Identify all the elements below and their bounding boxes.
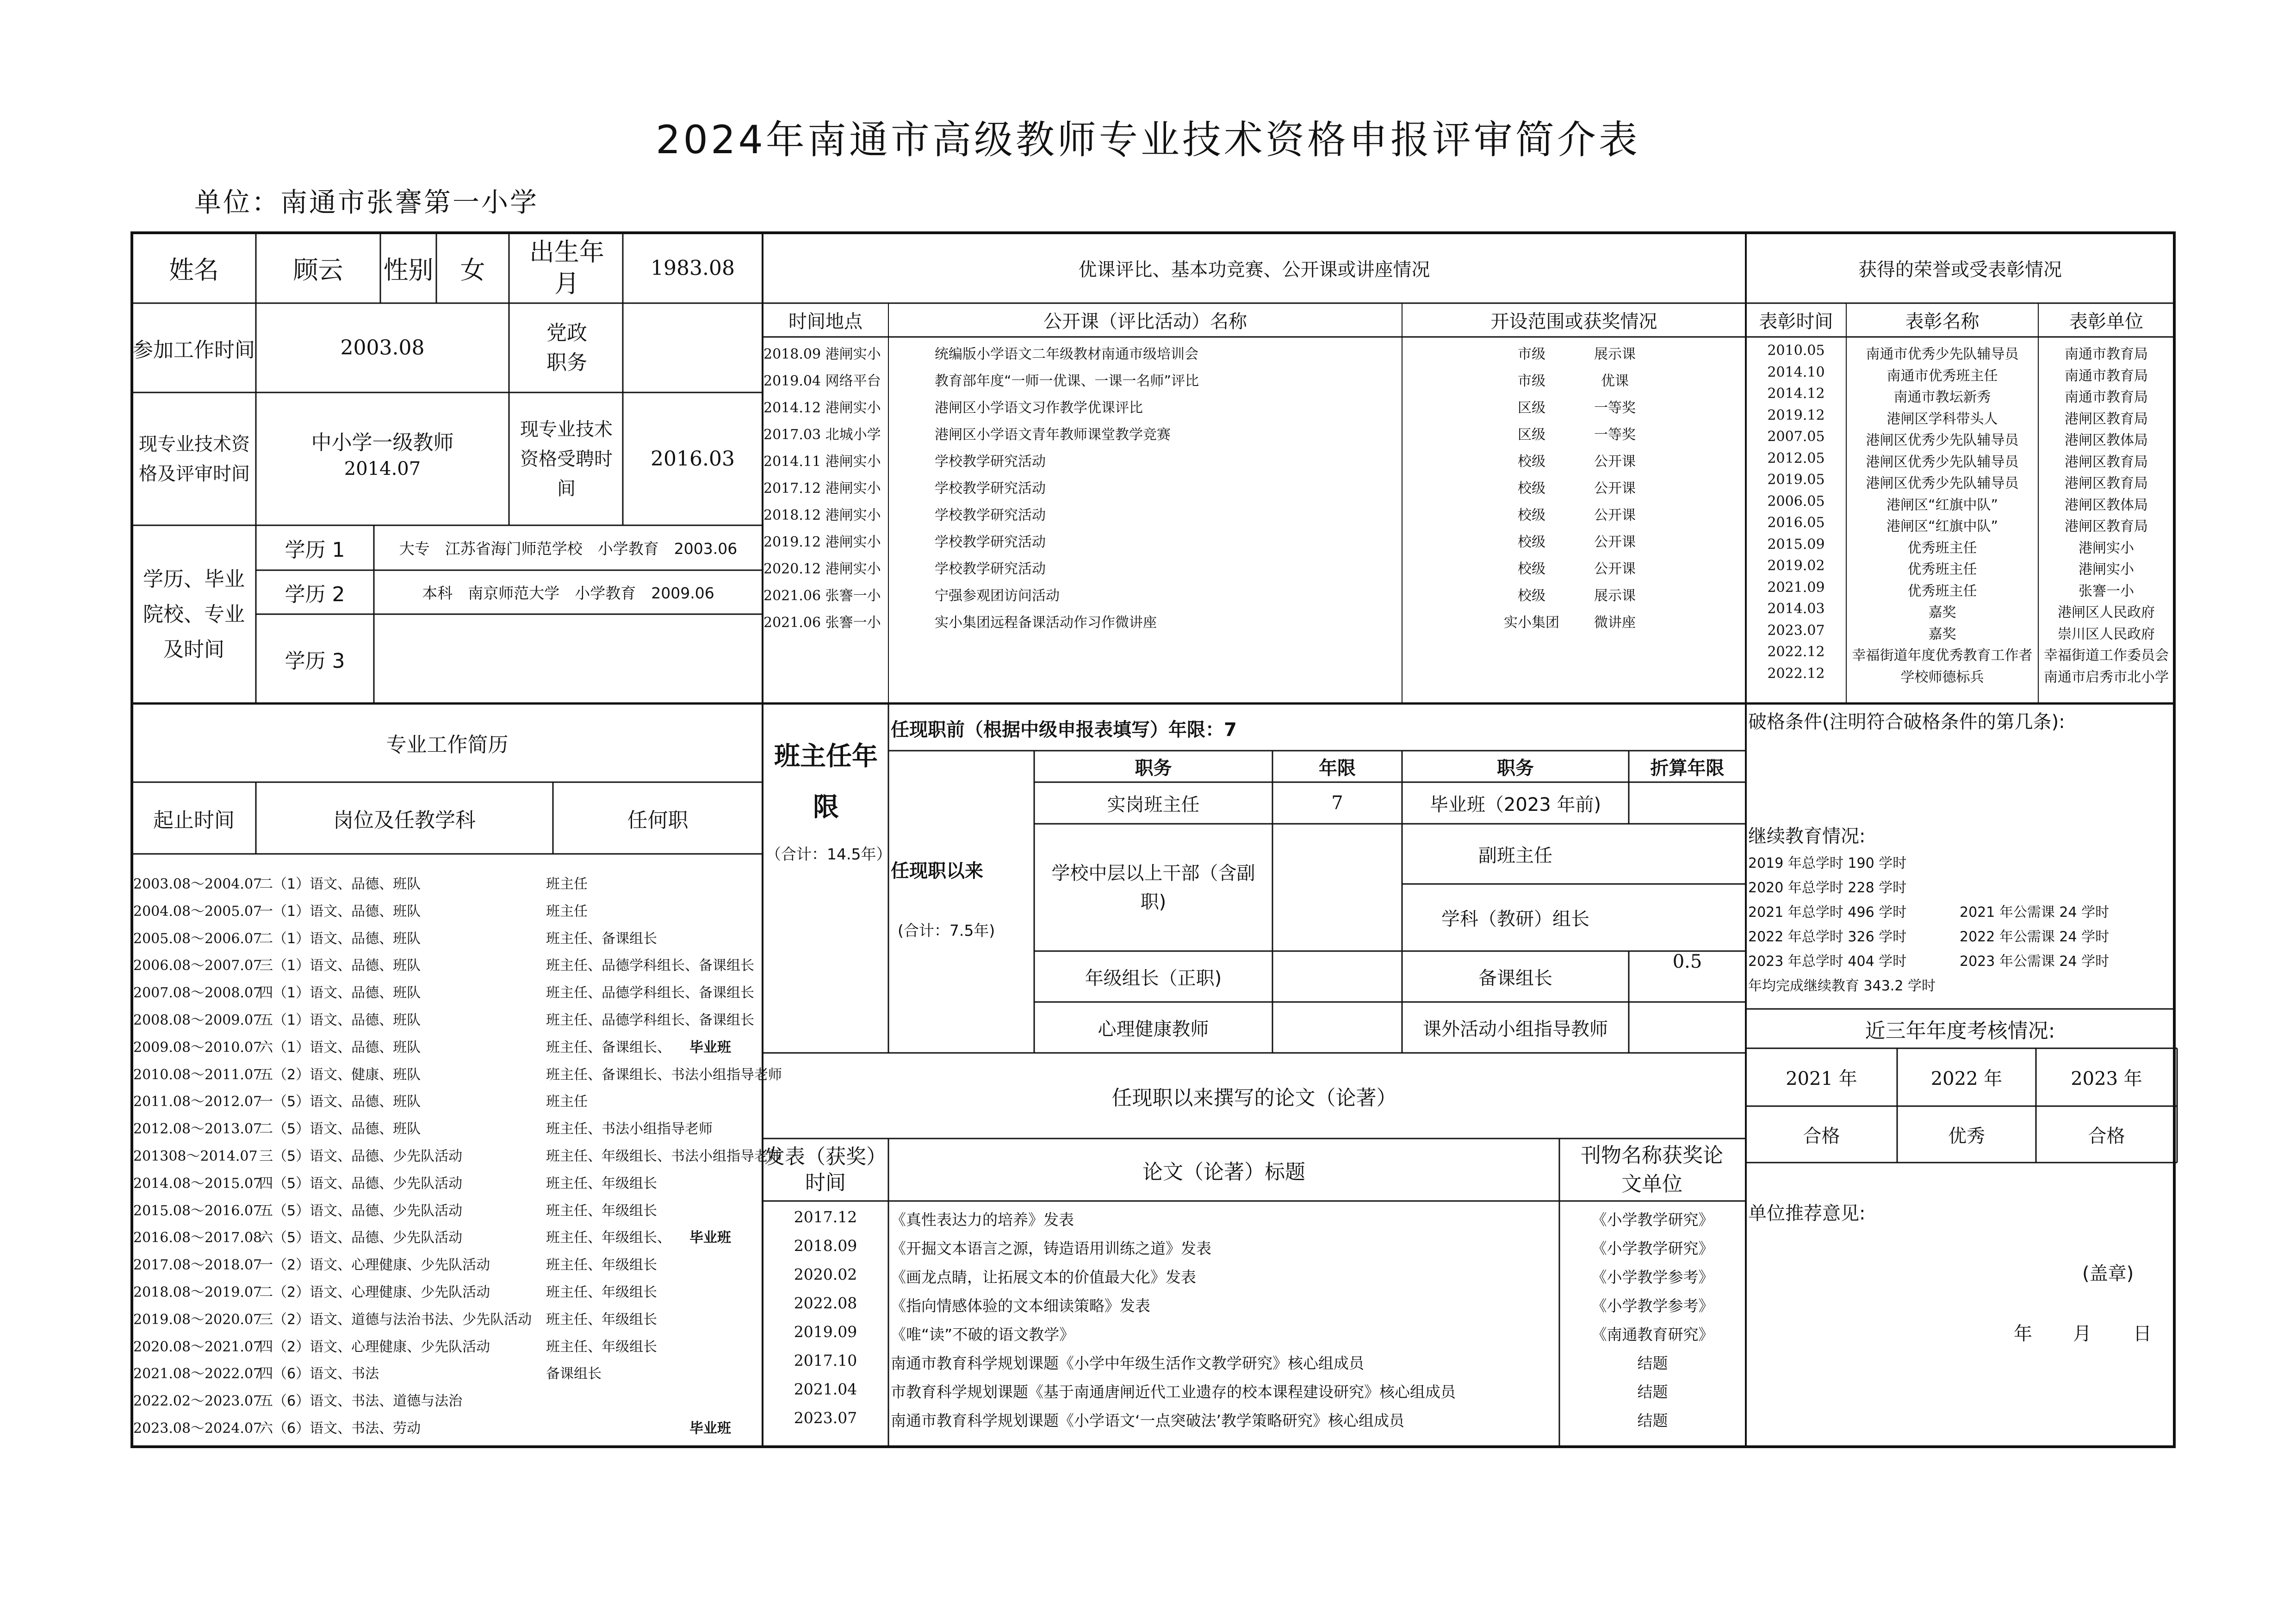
career-period: 2009.08～2010.07 <box>133 1039 262 1056</box>
honor-name: 港闸区“红旗中队” <box>1886 518 1998 535</box>
birth-value: 1983.08 <box>651 256 735 280</box>
lesson-name: 宁强参观团访问活动 <box>935 588 1060 604</box>
hire-value: 2016.03 <box>651 447 735 471</box>
edu-1-label: 学历 1 <box>285 538 345 562</box>
homeroom-col-years-2: 折算年限 <box>1650 757 1725 779</box>
recommend-label: 单位推荐意见: <box>1748 1203 1866 1224</box>
career-period: 2020.08～2021.07 <box>133 1339 262 1355</box>
page-title: 2024年南通市高级教师专业技术资格申报评审简介表 <box>656 117 1640 162</box>
papers-col-time: 发表（获奖）时间 <box>764 1145 887 1195</box>
honor-name: 优秀班主任 <box>1907 583 1977 599</box>
honor-name: 优秀班主任 <box>1907 561 1977 578</box>
honor-time: 2022.12 <box>1767 644 1825 660</box>
honor-time: 2010.05 <box>1767 342 1825 359</box>
career-period: 2021.08～2022.07 <box>133 1366 262 1382</box>
qual-label: 现专业技术资格及评审时间 <box>139 433 250 485</box>
cont-edu-public: 2021 年公需课 24 学时 <box>1960 904 2110 921</box>
honors-col-name: 表彰名称 <box>1905 311 1980 332</box>
lesson-name: 实小集团远程备课活动作习作微讲座 <box>935 615 1157 631</box>
honor-name: 学校师德标兵 <box>1900 669 1984 685</box>
cont-edu-public: 2022 年公需课 24 学时 <box>1960 929 2110 945</box>
career-post: 六（6）语文、书法、劳动 <box>259 1420 421 1437</box>
lesson-time: 2018.12 港闸实小 <box>763 507 881 523</box>
paper-journal: 《小学教学研究》 <box>1591 1211 1714 1229</box>
career-period: 2023.08～2024.07 <box>133 1420 262 1437</box>
lesson-name: 港闸区小学语文青年教师课堂教学竞赛 <box>935 427 1171 443</box>
career-grad-tag: 毕业班 <box>689 1039 731 1056</box>
break-label: 破格条件(注明符合破格条件的第几条): <box>1748 711 2065 733</box>
honor-time: 2019.02 <box>1767 558 1825 574</box>
honor-unit: 幸福街道工作委员会 <box>2044 647 2169 664</box>
homeroom-r1-duty2: 毕业班（2023 年前) <box>1429 794 1601 815</box>
career-col-period: 起止时间 <box>153 808 235 832</box>
homeroom-total: （合计：14.5年） <box>766 845 892 863</box>
paper-title: 《唯“读”不破的语文教学》 <box>891 1325 1075 1344</box>
career-grad-tag: 毕业班 <box>689 1420 731 1437</box>
name-value: 顾云 <box>293 255 343 285</box>
career-period: 2003.08～2004.07 <box>133 876 262 892</box>
homeroom-r4-years2: 0.5 <box>1672 951 1702 972</box>
career-post: 四（6）语文、书法 <box>259 1366 379 1382</box>
career-role: 班主任 <box>546 1094 588 1110</box>
honor-name: 嘉奖 <box>1928 626 1956 642</box>
paper-time: 2018.09 <box>794 1237 857 1255</box>
homeroom-r1-years: 7 <box>1331 792 1343 814</box>
lesson-time: 2021.06 张謇一小 <box>763 588 881 604</box>
paper-journal: 结题 <box>1637 1412 1668 1430</box>
lesson-name: 学校教学研究活动 <box>935 534 1046 550</box>
edu-2-value: 本科 南京师范大学 小学教育 2009.06 <box>422 584 714 602</box>
lessons-header: 优课评比、基本功竞赛、公开课或讲座情况 <box>1078 259 1430 280</box>
gender-label: 性别 <box>383 255 434 285</box>
career-period: 2006.08～2007.07 <box>133 958 262 974</box>
lesson-name: 学校教学研究活动 <box>935 507 1046 523</box>
honor-unit: 崇川区人民政府 <box>2058 626 2155 642</box>
lesson-level: 校级 <box>1518 534 1545 550</box>
career-role: 班主任、品德学科组长、备课组长 <box>546 985 754 1001</box>
honor-name: 南通市优秀少先队辅导员 <box>1866 346 2019 362</box>
lesson-name: 港闸区小学语文习作教学优课评比 <box>935 400 1143 416</box>
career-post: 五（5）语文、品德、少先队活动 <box>259 1203 463 1219</box>
honor-name: 幸福街道年度优秀教育工作者 <box>1852 647 2033 664</box>
lesson-time: 2018.09 港闸实小 <box>763 346 881 362</box>
paper-time: 2017.12 <box>794 1208 857 1226</box>
career-post: 二（5）语文、品德、班队 <box>259 1121 421 1137</box>
lesson-time: 2017.03 北城小学 <box>763 427 881 443</box>
gender-value: 女 <box>460 255 485 285</box>
qual-cell <box>256 426 509 479</box>
career-period: 2010.08～2011.07 <box>133 1067 262 1083</box>
career-period: 2019.08～2020.07 <box>133 1312 262 1328</box>
homeroom-col-years-1: 年限 <box>1319 757 1356 779</box>
edu-3-label: 学历 3 <box>285 649 345 673</box>
career-header: 专业工作简历 <box>386 733 509 757</box>
career-post: 四（1）语文、品德、班队 <box>259 985 421 1001</box>
edu-2-label: 学历 2 <box>285 582 345 606</box>
lesson-level: 区级 <box>1518 427 1545 443</box>
cont-edu-total: 年均完成继续教育 343.2 学时 <box>1748 978 1936 994</box>
career-role: 班主任、书法小组指导老师 <box>546 1121 713 1137</box>
honor-time: 2021.09 <box>1767 579 1825 596</box>
lesson-level: 校级 <box>1518 561 1545 577</box>
career-period: 2022.02～2023.07 <box>133 1393 262 1409</box>
lesson-level: 市级 <box>1518 373 1545 389</box>
career-grad-tag: 毕业班 <box>689 1230 731 1246</box>
papers-col-title: 论文（论著）标题 <box>1142 1160 1305 1184</box>
work-start-label: 参加工作时间 <box>133 338 255 362</box>
career-period: 2005.08～2006.07 <box>133 931 262 947</box>
career-col-role: 任何职 <box>627 808 689 832</box>
career-role: 班主任、年级组长 <box>546 1257 657 1273</box>
assess-year-2: 2022 年 <box>1930 1068 2003 1089</box>
honor-unit: 港闸区教育局 <box>2065 411 2148 427</box>
career-role: 班主任、年级组长 <box>546 1339 657 1355</box>
lesson-level: 校级 <box>1518 507 1545 523</box>
lesson-time: 2019.12 港闸实小 <box>763 534 881 550</box>
lesson-result: 一等奖 <box>1594 400 1636 416</box>
lesson-time: 2020.12 港闸实小 <box>763 561 881 577</box>
career-post: 三（2）语文、道德与法治书法、少先队活动 <box>259 1312 532 1328</box>
paper-journal: 《小学教学研究》 <box>1591 1239 1714 1257</box>
career-post: 一（5）语文、品德、班队 <box>259 1094 421 1110</box>
edu-3-value <box>374 614 763 703</box>
honor-time: 2022.12 <box>1767 666 1825 682</box>
honor-time: 2019.12 <box>1767 407 1825 423</box>
lesson-level: 市级 <box>1518 346 1545 362</box>
honor-unit: 南通市教育局 <box>2065 368 2148 384</box>
cont-edu-total: 2021 年总学时 496 学时 <box>1748 904 1907 921</box>
career-post: 五（6）语文、书法、道德与法治 <box>259 1393 463 1409</box>
lesson-name: 统编版小学语文二年级教材南通市级培训会 <box>935 346 1198 362</box>
lesson-result: 公开课 <box>1594 534 1636 550</box>
lesson-result: 微讲座 <box>1594 615 1636 631</box>
paper-journal: 《小学教学参考》 <box>1591 1268 1714 1286</box>
unit-label: 单位：南通市张謇第一小学 <box>194 187 539 218</box>
lesson-time: 2017.12 港闸实小 <box>763 480 881 497</box>
work-start-value: 2003.08 <box>340 336 425 360</box>
honors-col-unit: 表彰单位 <box>2069 311 2143 332</box>
career-role: 班主任、备课组长、 <box>546 1039 671 1056</box>
homeroom-r4-duty2: 备课组长 <box>1478 967 1552 989</box>
honor-time: 2006.05 <box>1767 493 1825 510</box>
career-post: 六（5）语文、品德、少先队活动 <box>259 1230 463 1246</box>
honor-unit: 港闸区教育局 <box>2065 475 2148 492</box>
lesson-result: 公开课 <box>1594 561 1636 577</box>
career-col-post: 岗位及任教学科 <box>333 808 476 832</box>
career-period: 2014.08～2015.07 <box>133 1176 262 1192</box>
honor-name: 港闸区学科带头人 <box>1886 411 1998 427</box>
party-label: 党政职务 <box>546 321 587 374</box>
career-post: 二（1）语文、品德、班队 <box>259 931 421 947</box>
cont-edu-total: 2023 年总学时 404 学时 <box>1748 953 1907 970</box>
homeroom-r2-duty2: 副班主任 <box>1478 845 1552 866</box>
honor-time: 2014.12 <box>1767 386 1825 402</box>
lesson-result: 展示课 <box>1594 588 1636 604</box>
honor-unit: 港闸实小 <box>2079 561 2134 578</box>
homeroom-col-duty-1: 职务 <box>1135 757 1172 779</box>
assess-year-1: 2021 年 <box>1786 1068 1857 1089</box>
homeroom-r1-duty: 实岗班主任 <box>1107 794 1200 815</box>
honor-time: 2016.05 <box>1767 515 1825 531</box>
lesson-time: 2019.04 网络平台 <box>763 373 881 389</box>
paper-time: 2021.04 <box>794 1380 857 1398</box>
career-period: 2004.08～2005.07 <box>133 903 262 920</box>
honor-unit: 港闸区教体局 <box>2065 497 2148 513</box>
career-period: 2012.08～2013.07 <box>133 1121 262 1137</box>
honor-unit: 南通市教育局 <box>2065 389 2148 405</box>
cont-edu-label: 继续教育情况: <box>1748 826 1866 847</box>
paper-journal: 《南通教育研究》 <box>1591 1325 1714 1344</box>
honor-unit: 港闸区教育局 <box>2065 518 2148 535</box>
assess-year-3: 2023 年 <box>2071 1068 2142 1089</box>
lesson-name: 学校教学研究活动 <box>935 454 1046 470</box>
lesson-level: 校级 <box>1518 454 1545 470</box>
career-period: 2015.08～2016.07 <box>133 1203 262 1219</box>
assess-result-2: 优秀 <box>1948 1125 1985 1147</box>
career-post: 五（1）语文、品德、班队 <box>259 1012 421 1028</box>
honor-name: 港闸区优秀少先队辅导员 <box>1866 475 2019 492</box>
cont-edu-public: 2023 年公需课 24 学时 <box>1960 953 2110 970</box>
career-period: 2007.08～2008.07 <box>133 985 262 1001</box>
homeroom-r5-duty2: 课外活动小组指导教师 <box>1423 1018 1608 1040</box>
honor-time: 2015.09 <box>1767 536 1825 553</box>
honor-unit: 港闸区教育局 <box>2065 454 2148 470</box>
paper-journal: 结题 <box>1637 1383 1668 1401</box>
name-label: 姓名 <box>169 255 219 285</box>
honor-unit: 港闸区人民政府 <box>2058 604 2155 621</box>
career-role: 班主任、年级组长 <box>546 1284 657 1300</box>
seal-label: (盖章) <box>2082 1263 2134 1284</box>
career-period: 2008.08～2009.07 <box>133 1012 262 1028</box>
homeroom-r2-duty: 学校中层以上干部（含副职) <box>1051 862 1255 913</box>
paper-time: 2023.07 <box>794 1409 857 1427</box>
career-post: 二（1）语文、品德、班队 <box>259 876 421 892</box>
career-post: 四（2）语文、心理健康、少先队活动 <box>259 1339 490 1355</box>
homeroom-r4-duty: 年级组长（正职) <box>1085 967 1222 989</box>
career-period: 2018.08～2019.07 <box>133 1284 262 1300</box>
honor-name: 港闸区优秀少先队辅导员 <box>1866 454 2019 470</box>
career-role: 班主任 <box>546 876 588 892</box>
honor-name: 南通市优秀班主任 <box>1886 368 1998 384</box>
cont-edu-total: 2022 年总学时 326 学时 <box>1748 929 1907 945</box>
paper-title: 南通市教育科学规划课题《小学语文‘一点突破法’教学策略研究》核心组成员 <box>891 1412 1404 1430</box>
lessons-col-name: 公开课（评比活动）名称 <box>1043 311 1247 332</box>
lesson-level: 校级 <box>1518 480 1545 497</box>
cont-edu-total: 2019 年总学时 190 学时 <box>1748 855 1907 871</box>
honor-name: 港闸区“红旗中队” <box>1886 497 1998 513</box>
career-role: 班主任、年级组长、 <box>546 1230 671 1246</box>
paper-journal: 《小学教学参考》 <box>1591 1297 1714 1315</box>
paper-time: 2020.02 <box>794 1265 857 1283</box>
career-role: 班主任、年级组长、书法小组指导老师 <box>546 1148 782 1164</box>
date-day: 日 <box>2133 1323 2152 1344</box>
paper-time: 2022.08 <box>794 1294 857 1312</box>
career-role: 班主任、品德学科组长、备课组长 <box>546 958 754 974</box>
career-post: 三（5）语文、品德、少先队活动 <box>259 1148 463 1164</box>
date-month: 月 <box>2073 1323 2091 1344</box>
homeroom-r5-duty: 心理健康教师 <box>1098 1018 1209 1040</box>
paper-time: 2017.10 <box>794 1351 857 1369</box>
qual-date: 2014.07 <box>344 458 421 479</box>
honors-header: 获得的荣誉或受表彰情况 <box>1858 259 2062 280</box>
career-post: 四（5）语文、品德、少先队活动 <box>259 1176 463 1192</box>
career-role: 班主任、年级组长 <box>546 1176 657 1192</box>
career-role: 班主任 <box>546 903 588 920</box>
career-post: 二（2）语文、心理健康、少先队活动 <box>259 1284 490 1300</box>
honor-name: 嘉奖 <box>1928 604 1956 621</box>
paper-title: 市教育科学规划课题《基于南通唐闸近代工业遗存的校本课程建设研究》核心组成员 <box>891 1383 1456 1401</box>
career-role: 班主任、年级组长 <box>546 1312 657 1328</box>
career-post: 五（2）语文、健康、班队 <box>259 1067 421 1083</box>
assess-result-3: 合格 <box>2088 1125 2125 1147</box>
assess-label: 近三年年度考核情况: <box>1865 1019 2055 1043</box>
career-period: 2016.08～2017.08 <box>133 1230 262 1246</box>
lesson-level: 区级 <box>1518 400 1545 416</box>
career-post: 六（1）语文、品德、班队 <box>259 1039 421 1056</box>
honor-time: 2019.05 <box>1767 472 1825 488</box>
honor-time: 2014.03 <box>1767 601 1825 617</box>
lesson-name: 教育部年度“一师一优课、一课一名师”评比 <box>935 373 1199 389</box>
honor-unit: 港闸区教体局 <box>2065 432 2148 448</box>
honors-col-time: 表彰时间 <box>1759 311 1833 332</box>
honor-name: 南通市教坛新秀 <box>1893 389 1991 405</box>
assess-result-1: 合格 <box>1803 1125 1840 1147</box>
lesson-result: 公开课 <box>1594 480 1636 497</box>
homeroom-since-total: (合计：7.5年) <box>898 921 995 940</box>
hire-label: 现专业技术资格受聘时间 <box>520 418 613 499</box>
career-role: 班主任、备课组长、书法小组指导老师 <box>546 1067 782 1083</box>
honor-time: 2014.10 <box>1767 364 1825 380</box>
lesson-time: 2014.12 港闸实小 <box>763 400 881 416</box>
paper-journal: 结题 <box>1637 1354 1668 1372</box>
paper-title: 《画龙点睛，让拓展文本的价值最大化》发表 <box>891 1268 1196 1286</box>
edu-label: 学历、毕业院校、专业及时间 <box>143 567 245 661</box>
lesson-name: 学校教学研究活动 <box>935 561 1046 577</box>
homeroom-title: 班主任年限 <box>774 741 878 822</box>
honor-unit: 南通市启秀市北小学 <box>2044 669 2169 685</box>
homeroom-r3-duty2: 学科（教研）组长 <box>1441 908 1589 930</box>
career-role: 备课组长 <box>546 1366 602 1382</box>
honor-time: 2007.05 <box>1767 429 1825 445</box>
honor-unit: 南通市教育局 <box>2065 346 2148 362</box>
date-year: 年 <box>2014 1323 2032 1344</box>
lessons-col-scope: 开设范围或获奖情况 <box>1490 311 1657 332</box>
career-period: 2017.08～2018.07 <box>133 1257 262 1273</box>
paper-title: 《开掘文本语言之源，铸造语用训练之道》发表 <box>891 1239 1211 1257</box>
homeroom-before: 任现职前（根据中级申报表填写）年限：7 <box>891 719 1237 740</box>
lesson-result: 优课 <box>1601 373 1629 389</box>
lesson-result: 公开课 <box>1594 454 1636 470</box>
paper-title: 南通市教育科学规划课题《小学中年级生活作文教学研究》核心组成员 <box>891 1354 1364 1372</box>
honor-name: 港闸区优秀少先队辅导员 <box>1866 432 2019 448</box>
lesson-result: 展示课 <box>1594 346 1636 362</box>
career-post: 一（1）语文、品德、班队 <box>259 903 421 920</box>
homeroom-since: 任现职以来 <box>891 860 983 882</box>
lesson-time: 2014.11 港闸实小 <box>763 454 881 470</box>
career-post: 三（1）语文、品德、班队 <box>259 958 421 974</box>
paper-title: 《指向情感体验的文本细读策略》发表 <box>891 1297 1150 1315</box>
lesson-level: 实小集团 <box>1504 615 1559 631</box>
career-post: 一（2）语文、心理健康、少先队活动 <box>259 1257 490 1273</box>
honor-time: 2023.07 <box>1767 622 1825 639</box>
honor-unit: 港闸实小 <box>2079 540 2134 556</box>
cont-edu-total: 2020 年总学时 228 学时 <box>1748 880 1907 896</box>
honor-time: 2012.05 <box>1767 450 1825 467</box>
lesson-name: 学校教学研究活动 <box>935 480 1046 497</box>
career-role: 班主任、备课组长 <box>546 931 657 947</box>
honor-unit: 张謇一小 <box>2079 583 2134 599</box>
lesson-time: 2021.06 张謇一小 <box>763 615 881 631</box>
papers-header: 任现职以来撰写的论文（论著） <box>1111 1086 1397 1110</box>
career-period: 201308～2014.07 <box>133 1148 258 1164</box>
lesson-result: 公开课 <box>1594 507 1636 523</box>
lesson-level: 校级 <box>1518 588 1545 604</box>
homeroom-col-duty-2: 职务 <box>1497 757 1534 779</box>
qual-value: 中小学一级教师 <box>311 431 454 454</box>
career-period: 2011.08～2012.07 <box>133 1094 262 1110</box>
honor-name: 优秀班主任 <box>1907 540 1977 556</box>
papers-col-journal: 刊物名称获奖论文单位 <box>1581 1143 1723 1196</box>
career-role: 班主任、品德学科组长、备课组长 <box>546 1012 754 1028</box>
paper-time: 2019.09 <box>794 1323 857 1341</box>
career-role: 班主任、年级组长 <box>546 1203 657 1219</box>
lessons-col-time: 时间地点 <box>788 311 863 332</box>
birth-label: 出生年月 <box>529 237 604 298</box>
edu-1-value: 大专 江苏省海门师范学校 小学教育 2003.06 <box>399 540 738 558</box>
paper-title: 《真性表达力的培养》发表 <box>891 1211 1074 1229</box>
lesson-result: 一等奖 <box>1594 427 1636 443</box>
